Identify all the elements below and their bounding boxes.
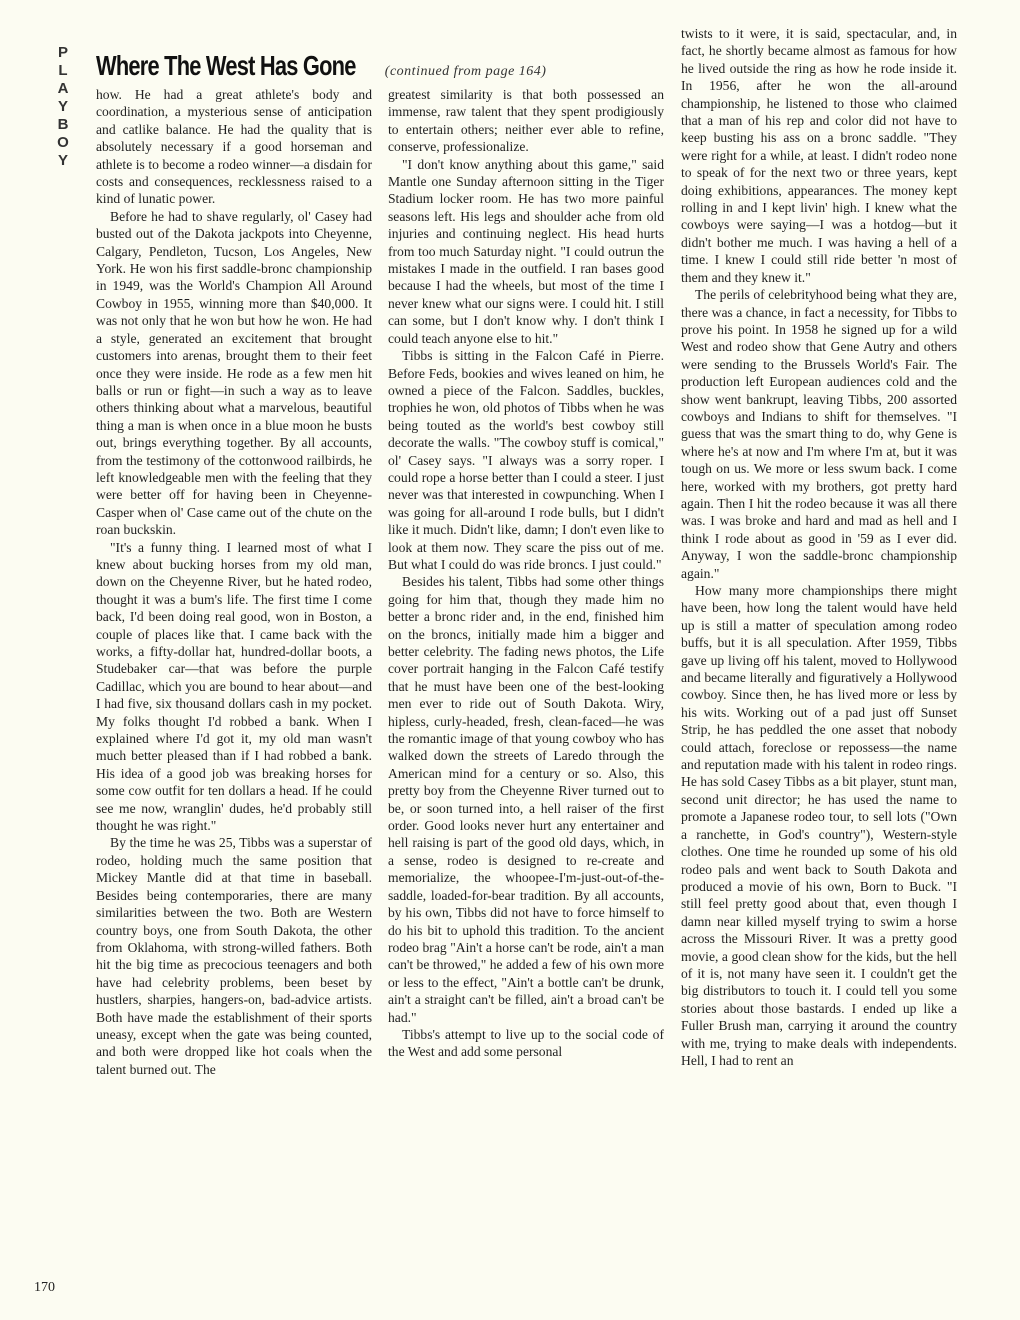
page-number: 170: [34, 1280, 55, 1295]
paragraph: greatest similarity is that both possessed an immense, raw talent that they spent prodigiously to entertain others; neither ever able to refine, conserve, professionalize.: [388, 87, 664, 155]
text-column-3: [681, 25, 957, 1069]
paragraph: The perils of celebrityhood being what they are, there was a chance, in fact a necessity, for Tibbs to prove his point. In 1958 he signed up for a wild West and rodeo show that Gene Autry and others were sending to the Brussels World's Fair. The production left European audiences cold and the show went bankrupt, leaving Tibbs, 200 assorted cowboys and Indians to shift for themselves. "I guess that was the smart thing to do, why Gene is where he's at now and I'm where I'm at, but it was tough on us. We more or less swum back. I come here, worked with my brothers, got pretty hard again. Then I hit the rodeo because it was all there was. I was broke and hard and mad as hell and I think I rode about as good in '59 as I ever did. Anyway, I won the saddle-bronc championship again.": [681, 287, 957, 581]
masthead-letter: P: [57, 44, 68, 61]
paragraph: "It's a funny thing. I learned most of what I knew about bucking horses from my old man, down on the Cheyenne River, but he hated rodeo, thought it was a bum's life. The first time I come back, I'd been doing real good, won in Boston, a couple of places like that. I came back with the works, a fifty-dollar hat, hundred-dollar boots, a Studebaker car—that was before the purple Cadillac, which you are bound to hear about—and I had five, six thousand dollars cash in my pocket. My folks thought I'd robbed a bank. When I explained where I'd got it, my old man wasn't much better pleased than if I had robbed a bank. His idea of a good job was breaking horses for some cow outfit for ten dollars a head. If he could see me now, wranglin' dudes, he'd probably still thought he was right.": [96, 539, 372, 834]
paragraph: By the time he was 25, Tibbs was a superstar of rodeo, holding much the same position that Mickey Mantle did at that time in baseball. Besides being contemporaries, there are many similarities between the two. Both are Western country boys, one from South Dakota, the other from Oklahoma, with strong-willed fathers. Both hit the big time as precocious teenagers and both have had celebrity problems, been beset by hustlers, sharpies, hangers-on, bad-advice artists. Both have made the establishment of their sports uneasy, except when the gate was being counted, and both were dropped like hot coals when the talent burned out. The: [96, 835, 372, 1077]
article-title: Where The West Has Gone: [96, 50, 356, 81]
paragraph: Besides his talent, Tibbs had some other things going for him that, though they made him no better a bronc rider and, in the end, finished him on the broncs, initially made him a bigger and better celebrity. The fading news photos, the Life cover portrait hanging in the Falcon Café testify that he must have been one of the best-looking men ever to ride out of South Dakota. Wiry, hipless, curly-headed, fresh, clean-faced—he was the romantic image of that young cowboy who has walked down the streets of Laredo through the American mind for a century or so. Also, this pretty boy from the Cheyenne River turned out to be, or soon turned into, a hell raiser of the first order. Good looks never hurt any entertainer and hell raising is part of the good old days, which, in a sense, rodeo is designed to re-create and memorialize, the whoopee-I'm-just-out-of-the-saddle, loaded-for-bear tradition. By all accounts, by his own, Tibbs did not have to force himself to do his bit to uphold this tradition. To the ancient rodeo brag "Ain't a horse can't be rode, ain't a man can't be throwed," he added a few of his own more or less to the effect, "Ain't a bottle can't be drunk, ain't a straight can't be filled, ain't a broad can't be had.": [388, 574, 664, 1025]
masthead-letter: Y: [57, 98, 68, 115]
paragraph: Tibbs's attempt to live up to the social code of the West and add some personal: [388, 1026, 664, 1060]
masthead-letter: A: [57, 80, 69, 97]
text-column-1: [96, 86, 372, 1078]
masthead-letter: B: [57, 116, 69, 133]
paragraph: How many more championships there might have been, how long the talent would have held up is still a matter of speculation among rodeo buffs, but it is all speculation. After 1959, Tibbs gave up living off his talent, moved to Hollywood and became literally and figuratively a Hollywood cowboy. Since then, he has lived more or less by his wits. Working out of a pad just off Sunset Strip, he has peddled the one asset that nobody could attach, foreclose or repossess—the name and reputation made with his talent in rodeo rings. He has sold Casey Tibbs as a bit player, stunt man, second unit director; he has used the name to promote a Japanese rodeo tour, to sell lots ("Own a ranchette, in God's country"), Western-style clothes. One time he rounded up some of his old rodeo pals and went back to South Dakota and produced a movie of his own, Born to Buck. "I still feel pretty good about that, even though I damn near killed myself trying to swim a horse across the Missouri River. It was a pretty good movie, a good clean show for the kids, but the hell of it is, not many have seen it. I couldn't get the big distributors to touch it. I could tell you some stories about those bastards. I ended up like a Fuller Brush man, carrying it around the country with me, trying to make deals with independents. Hell, I had to rent an: [681, 583, 957, 1068]
paragraph: how. He had a great athlete's body and coordination, a mysterious sense of anticipation and catlike balance. He had the quality that is absolutely necessary if a good horseman and athlete is to become a rodeo winner—a disdain for costs and consequences, recklessness raised to a kind of lunatic power.: [96, 87, 372, 207]
playboy-vertical-masthead: [53, 44, 73, 170]
continuation-note: (continued from page 164): [384, 64, 547, 79]
paragraph: "I don't know anything about this game," said Mantle one Sunday afternoon sitting in the Tiger Stadium locker room. He has two more painful seasons left. His legs and shoulder ache from old injuries and continuing neglect. His head hurts from too much Saturday night. "I could outrun the mistakes I made in the outfield. I ran bases good because I had the wheels, but most of the time I never knew what our signs were. I could hit. I still can some, but I don't know why. I don't think I could teach anyone else to hit.": [388, 156, 664, 346]
paragraph: twists to it were, it is said, spectacular, and, in fact, he shortly became almost as famous for how he lived outside the ring as how he rode inside it. In 1956, after he won the all-around championship, he listened to those who claimed that a man of his rep and color did not have to keep busting his ass on a bronc saddle. "They were right for a while, at least. I didn't rodeo none to speak of for the next two or three years, kept doing exhibitions, appearances. The money kept rolling in and I kept livin' high. I knew what the cowboys were saying—I was a hotdog—but it didn't bother me much. I was having a hell of a time. I knew I could still ride better 'n most of them and they knew it.": [681, 26, 957, 285]
masthead-letter: L: [58, 62, 68, 79]
paragraph: Before he had to shave regularly, ol' Casey had busted out of the Dakota jackpots into Cheyenne, Calgary, Pendleton, Tucson, Los Angeles, New York. He won his first saddle-bronc championship in 1949, was the World's Champion All Around Cowboy in 1955, winning more than $40,000. It was not only that he won but how he won. He had a style, generated an excitement that brought customers into arenas, brought them to their feet once they were inside. He rode as a few men hit balls or run or fight—in such a way as to leave others thinking about what a marvelous, beautiful thing a man is when once in a blue moon he busts out, brings everything together. By all accounts, from the testimony of the cottonwood railbirds, he left knowledgeable men with the feeling that they were better off for having been in Cheyenne-Casper when ol' Case came out of the chute on the roan buckskin.: [96, 208, 372, 538]
paragraph: Tibbs is sitting in the Falcon Café in Pierre. Before Feds, bookies and wives leaned on him, he owned a piece of the Falcon. Saddles, buckles, trophies he won, old photos of Tibbs when he was being touted as the world's best cowboy still decorate the walls. "The cowboy stuff is comical," ol' Casey says. "I always was a sorry roper. I could rope a horse better than I could a steer. I just never was that interested in cowpunching. When I was going for all-around I rode bulls, but I didn't like it much. Didn't like, damn; I don't even like to look at them now. They scare the piss out of me. But what I could do was ride broncs. I just could.": [388, 348, 664, 572]
masthead-letter: O: [57, 134, 69, 151]
text-column-2: [388, 86, 664, 1061]
article-header: [96, 50, 546, 88]
masthead-letter: Y: [57, 152, 68, 169]
